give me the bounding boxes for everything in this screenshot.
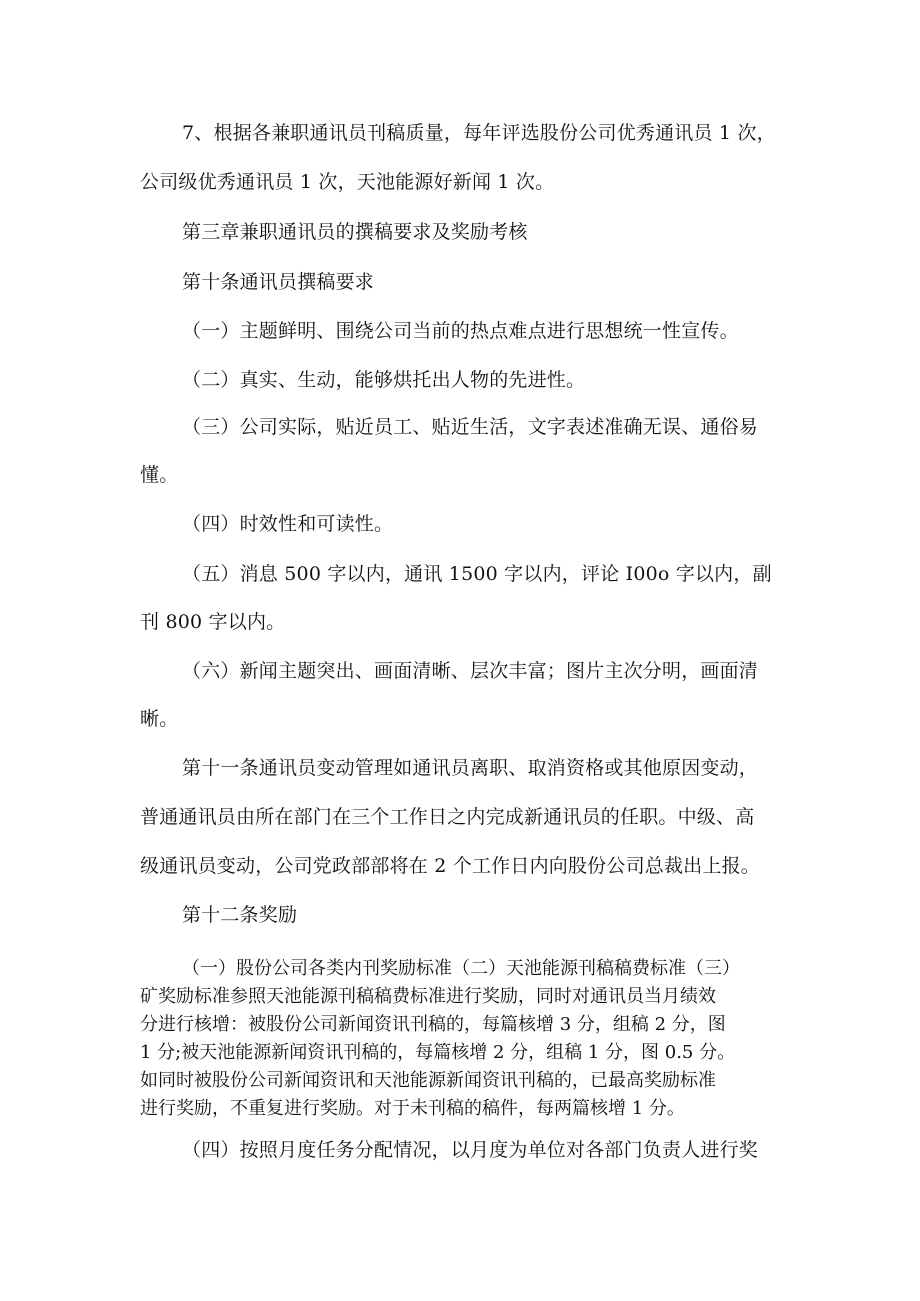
item-7-line-1: 7、根据各兼职通讯员刊稿质量，每年评选股份公司优秀通讯员 1 次，	[182, 122, 776, 144]
article-11-line-3: 级通讯员变动，公司党政部部将在 2 个工作日内向股份公司总裁出上报。	[140, 855, 760, 877]
article-10-item-5-line-1: （五）消息 500 字以内，通讯 1500 字以内，评论 I00o 字以内，副	[182, 563, 772, 585]
article-10-heading: 第十条通讯员撰稿要求	[182, 271, 375, 293]
article-10-item-3-line-2: 懂。	[140, 464, 179, 486]
article-12-item-4: （四）按照月度任务分配情况，以月度为单位对各部门负责人进行奖	[182, 1139, 759, 1161]
article-12-paragraph-line-3: 分进行核增：被股份公司新闻资讯刊稿的，每篇核增 3 分，组稿 2 分，图	[140, 1014, 726, 1035]
article-10-item-6-line-2: 晰。	[140, 708, 179, 730]
article-12-paragraph-line-6: 进行奖励，不重复进行奖励。对于未刊稿的稿件，每两篇核增 1 分。	[140, 1098, 685, 1119]
article-12-paragraph-line-1: （一）股份公司各类内刊奖励标准（二）天池能源刊稿稿费标准（三）	[182, 958, 740, 979]
article-11-line-1: 第十一条通讯员变动管理如通讯员离职、取消资格或其他原因变动，	[182, 757, 759, 779]
article-10-item-6-line-1: （六）新闻主题突出、画面清晰、层次丰富；图片主次分明，画面清	[182, 660, 759, 682]
article-12-paragraph-line-5: 如同时被股份公司新闻资讯和天池能源新闻资讯刊稿的，已最高奖励标准	[140, 1070, 716, 1091]
article-12-heading: 第十二条奖励	[182, 904, 298, 926]
article-12-paragraph-line-2: 矿奖励标准参照天池能源刊稿稿费标准进行奖励，同时对通讯员当月绩效	[140, 986, 716, 1007]
article-10-item-5-line-2: 刊 800 字以内。	[140, 611, 286, 633]
article-10-item-2: （二）真实、生动，能够烘托出人物的先进性。	[182, 369, 586, 391]
article-10-item-1: （一）主题鲜明、围绕公司当前的热点难点进行思想统一性宣传。	[182, 320, 739, 342]
article-10-item-3-line-1: （三）公司实际，贴近员工、贴近生活，文字表述准确无误、通俗易	[182, 416, 759, 438]
chapter-3-heading: 第三章兼职通讯员的撰稿要求及奖励考核	[182, 221, 528, 243]
item-7-line-2: 公司级优秀通讯员 1 次，天池能源好新闻 1 次。	[140, 171, 555, 193]
article-10-item-4: （四）时效性和可读性。	[182, 513, 394, 535]
article-12-paragraph-line-4: 1 分;被天池能源新闻资讯刊稿的，每篇核增 2 分，组稿 1 分，图 0.5 分。	[140, 1042, 736, 1063]
article-11-line-2: 普通通讯员由所在部门在三个工作日之内完成新通讯员的任职。中级、高	[140, 806, 755, 828]
